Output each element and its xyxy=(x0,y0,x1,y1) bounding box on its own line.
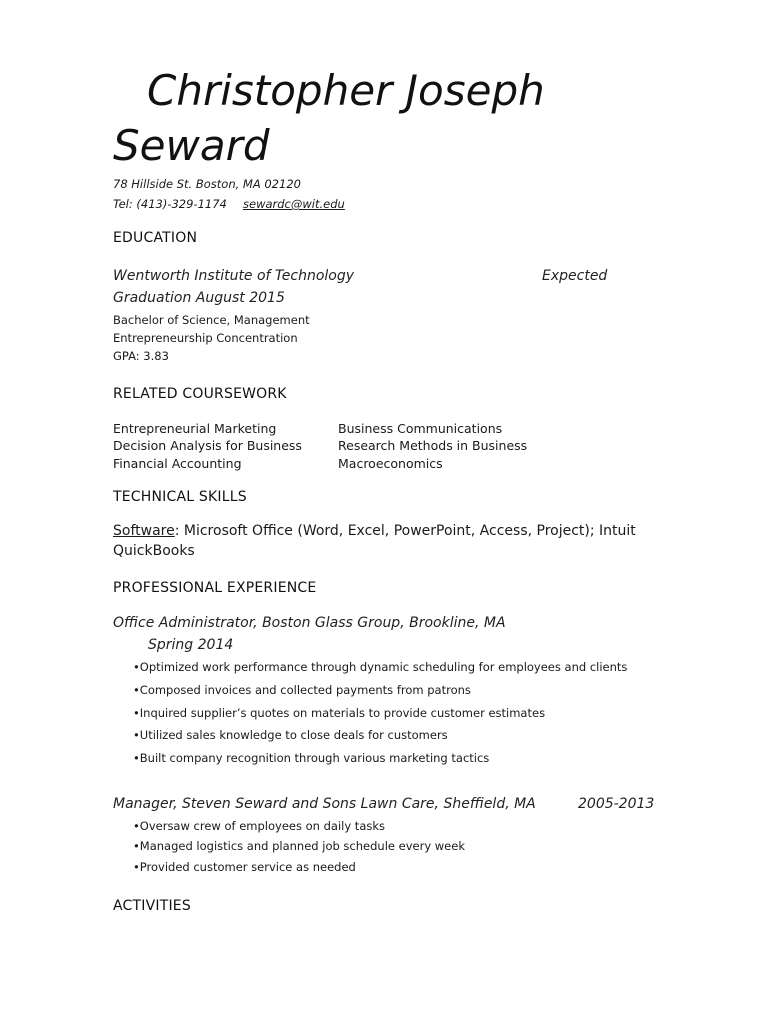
job-bullet: •Optimized work performance through dynamic scheduling for employees and clients xyxy=(133,660,628,674)
email-link[interactable]: sewardc@wit.edu xyxy=(243,197,345,211)
job-title: Manager, Steven Seward and Sons Lawn Care, Sheffield, MA xyxy=(113,796,536,812)
skills-heading: TECHNICAL SKILLS xyxy=(113,489,247,505)
expected-label: Expected xyxy=(542,268,608,284)
coursework-heading: RELATED COURSEWORK xyxy=(113,386,287,402)
experience-heading: PROFESSIONAL EXPERIENCE xyxy=(113,580,317,596)
phone: Tel: (413)-329-1174 xyxy=(113,197,227,211)
job-bullet: •Inquired supplier’s quotes on materials to provide customer estimates xyxy=(133,706,546,720)
job-bullet: •Built company recognition through various marketing tactics xyxy=(133,751,490,765)
software-list: : Microsoft Office (Word, Excel, PowerPoint, Access, Project); Intuit xyxy=(174,523,636,539)
address: 78 Hillside St. Boston, MA 02120 xyxy=(113,177,301,191)
job-title: Office Administrator, Boston Glass Group, Brookline, MA xyxy=(113,615,506,631)
job-bullet: •Utilized sales knowledge to close deals for customers xyxy=(133,728,448,742)
name-line-2: Seward xyxy=(113,121,270,170)
graduation-date: Graduation August 2015 xyxy=(113,290,285,306)
software-label: Software xyxy=(113,523,175,539)
course-item: Entrepreneurial Marketing xyxy=(113,421,277,436)
concentration: Entrepreneurship Concentration xyxy=(113,331,298,345)
skills-line-1 xyxy=(113,521,636,541)
job-dates: Spring 2014 xyxy=(148,637,234,653)
gpa: GPA: 3.83 xyxy=(113,349,169,363)
skills-line-2: QuickBooks xyxy=(113,543,195,559)
education-heading: EDUCATION xyxy=(113,230,198,246)
job-bullet: •Composed invoices and collected payments from patrons xyxy=(133,683,471,697)
activities-heading: ACTIVITIES xyxy=(113,898,191,914)
course-item: Decision Analysis for Business xyxy=(113,438,302,453)
job-bullet: •Managed logistics and planned job schedule every week xyxy=(133,839,465,853)
course-item: Business Communications xyxy=(338,421,503,436)
job-dates: 2005-2013 xyxy=(578,796,655,812)
job-bullet: •Oversaw crew of employees on daily tasks xyxy=(133,819,386,833)
name-line-1: Christopher Joseph xyxy=(147,66,545,115)
school-name: Wentworth Institute of Technology xyxy=(113,268,355,284)
job-bullet: •Provided customer service as needed xyxy=(133,860,356,874)
degree: Bachelor of Science, Management xyxy=(113,313,310,327)
course-item: Macroeconomics xyxy=(338,456,443,471)
course-item: Financial Accounting xyxy=(113,456,242,471)
course-item: Research Methods in Business xyxy=(338,438,528,453)
